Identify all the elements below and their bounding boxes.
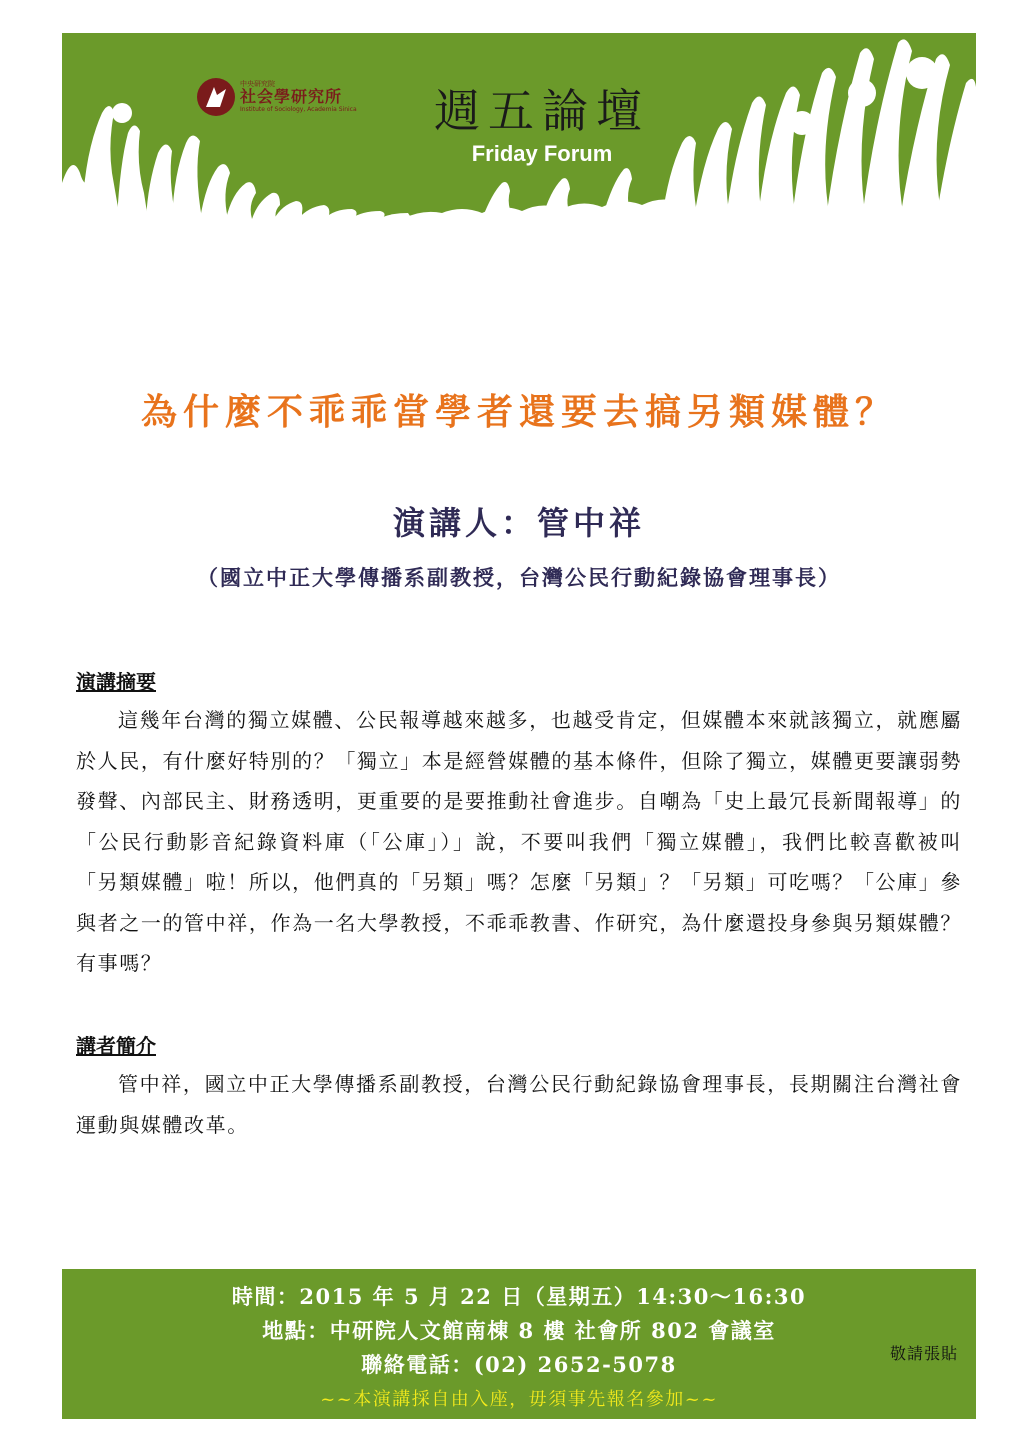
logo-institute-name: 社会學研究所 — [240, 87, 343, 106]
admission-note: ~~本演講採自由入座，毋須事先報名參加~~ — [320, 1389, 718, 1410]
institute-logo — [196, 77, 357, 117]
forum-title-chinese: 週五論壇 — [434, 84, 650, 138]
logo-academy-name: 中央研究院 — [240, 80, 275, 88]
speaker-affiliation: （國立中正大學傳播系副教授，台灣公民行動紀錄協會理事長） — [197, 565, 841, 590]
contact-phone: 聯絡電話：(02) 2652-5078 — [361, 1352, 677, 1377]
post-notice: 敬請張貼 — [889, 1344, 958, 1363]
event-info-footer — [62, 1269, 976, 1419]
speaker-name: 演講人：管中祥 — [392, 504, 645, 542]
abstract-heading: 演講摘要 — [76, 670, 156, 694]
header-banner — [62, 33, 976, 219]
event-time: 時間：2015 年 5 月 22 日（星期五）14:30～16:30 — [231, 1284, 807, 1309]
bio-body: 管中祥，國立中正大學傳播系副教授，台灣公民行動紀錄協會理事長，長期關注台灣社會運動與媒體改革。 — [76, 1072, 962, 1137]
talk-title: 為什麼不乖乖當學者還要去搞另類媒體？ — [140, 391, 897, 433]
event-place: 地點：中研院人文館南棟 8 樓 社會所 802 會議室 — [262, 1318, 776, 1343]
institute-emblem-icon — [196, 77, 236, 117]
logo-english-name: Institute of Sociology, Academia Sinica — [240, 106, 357, 113]
bio-heading: 講者簡介 — [76, 1034, 156, 1058]
abstract-body: 這幾年台灣的獨立媒體、公民報導越來越多，也越受肯定，但媒體本來就該獨立，就應屬於人民，有什麼好特別的？「獨立」本是經營媒體的基本條件，但除了獨立，媒體更要讓弱勢發聲、內部民主、財務透明，更重要的是要推動社會進步。自嘲為「史上最冗長新聞報導」的「公民行動影音紀錄資料庫（「公庫」）」說，不要叫我們「獨立媒體」，我們比較喜歡被叫「另類媒體」啦！所以，他們真的「另類」嗎？怎麼「另類」？「另類」可吃嗎？「公庫」參與者之一的管中祥，作為一名大學教授，不乖乖教書、作研究，為什麼還投身參與另類媒體？有事嗎？ — [76, 708, 962, 975]
forum-title-english: Friday Forum — [471, 141, 613, 166]
